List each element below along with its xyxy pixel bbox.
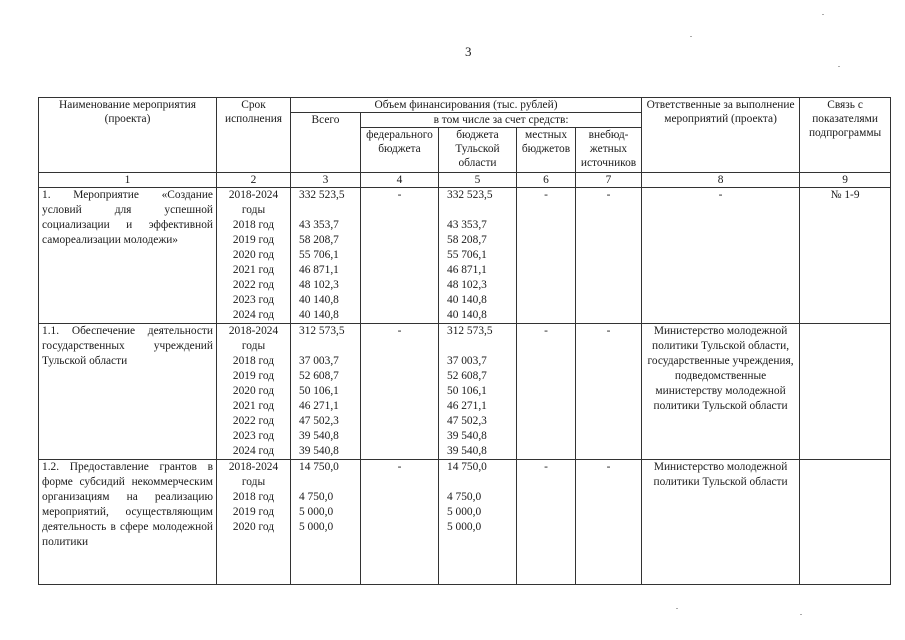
period-cell (217, 460, 291, 585)
period: 2022 год (232, 279, 275, 291)
header-regional: бюджета Тульской области (439, 128, 517, 173)
regional-value: 332 523,5 (447, 189, 493, 201)
period: 2020 год (232, 521, 275, 533)
regional-value: 5 000,0 (447, 506, 482, 518)
period-cell (217, 188, 291, 324)
indicator-link-cell (800, 324, 891, 460)
scan-speck (822, 14, 824, 15)
column-number-row (39, 173, 891, 188)
local-cell: - (517, 324, 576, 460)
total-cell (291, 460, 361, 585)
regional-value: 43 353,7 (447, 219, 487, 231)
regional-value: 58 208,7 (447, 234, 487, 246)
scan-speck (800, 614, 802, 615)
indicator-link-cell: № 1-9 (800, 188, 891, 324)
col-number: 5 (439, 173, 517, 188)
header-responsible: Ответственные за выполнение мероприятий (проекта) (642, 98, 800, 173)
regional-value: 48 102,3 (447, 279, 487, 291)
total-value: 14 750,0 (299, 461, 339, 473)
header-federal: федерального бюджета (361, 128, 439, 173)
total-value: 4 750,0 (299, 491, 334, 503)
period: 2019 год (232, 370, 275, 382)
total-value: 5 000,0 (299, 506, 334, 518)
header-name: Наименование мероприятия (проекта) (39, 98, 217, 173)
period: 2020 год (232, 249, 275, 261)
period: 2020 год (232, 385, 275, 397)
period: 2021 год (232, 400, 275, 412)
header-funding: Объем финансирования (тыс. рублей) (291, 98, 642, 113)
responsible-cell: Министерство молодежной политики Тульской области, государственные учреждения, подведомственные министерству молодежной политики Тульской области (642, 324, 800, 460)
period: 2018-2024 годы (228, 325, 279, 352)
scan-speck (838, 66, 840, 67)
period: 2018 год (232, 355, 275, 367)
table-row (39, 188, 891, 324)
federal-cell: - (361, 324, 439, 460)
regional-value: 39 540,8 (447, 445, 487, 457)
header-local: местных бюджетов (517, 128, 576, 173)
activity-name: 1. Мероприятие «Создание условий для успешной социализации и эффективной самореализации молодежи» (39, 188, 217, 324)
total-value: 332 523,5 (299, 189, 345, 201)
regional-cell (439, 188, 517, 324)
total-value: 52 608,7 (299, 370, 339, 382)
col-number: 8 (642, 173, 800, 188)
total-value: 47 502,3 (299, 415, 339, 427)
total-value: 46 871,1 (299, 264, 339, 276)
total-value: 39 540,8 (299, 445, 339, 457)
regional-value: 14 750,0 (447, 461, 487, 473)
table-row (39, 324, 891, 460)
regional-value: 55 706,1 (447, 249, 487, 261)
period: 2018-2024 годы (228, 189, 279, 216)
scan-speck (690, 36, 692, 37)
total-value: 55 706,1 (299, 249, 339, 261)
federal-cell: - (361, 188, 439, 324)
regional-cell (439, 460, 517, 585)
table-header (39, 98, 891, 173)
period: 2018-2024 годы (228, 461, 279, 488)
total-value: 37 003,7 (299, 355, 339, 367)
total-cell (291, 324, 361, 460)
period: 2021 год (232, 264, 275, 276)
responsible-cell: - (642, 188, 800, 324)
regional-value: 39 540,8 (447, 430, 487, 442)
page-number: 3 (465, 44, 472, 59)
activity-name: 1.2. Предоставление грантов в форме субсидий некоммерческим организациям на реализацию мероприятий, осуществляющим деятельность в сфере молодежной политики (39, 460, 217, 585)
col-number: 2 (217, 173, 291, 188)
regional-value: 52 608,7 (447, 370, 487, 382)
col-number: 7 (576, 173, 642, 188)
header-term: Срок исполнения (217, 98, 291, 173)
total-value: 5 000,0 (299, 521, 334, 533)
regional-value: 4 750,0 (447, 491, 482, 503)
regional-value: 312 573,5 (447, 325, 493, 337)
period: 2019 год (232, 234, 275, 246)
col-number: 1 (39, 173, 217, 188)
header-offbudget: внебюд-жетных источников (576, 128, 642, 173)
offbudget-cell: - (576, 188, 642, 324)
col-number: 4 (361, 173, 439, 188)
funding-table (38, 97, 891, 585)
total-value: 39 540,8 (299, 430, 339, 442)
responsible-cell: Министерство молодежной политики Тульской области (642, 460, 800, 585)
regional-value: 47 502,3 (447, 415, 487, 427)
offbudget-cell: - (576, 460, 642, 585)
local-cell: - (517, 188, 576, 324)
header-total: Всего (291, 113, 361, 173)
col-number: 9 (800, 173, 891, 188)
offbudget-cell: - (576, 324, 642, 460)
period-cell (217, 324, 291, 460)
total-value: 50 106,1 (299, 385, 339, 397)
table-body (39, 173, 891, 585)
period: 2024 год (232, 309, 275, 321)
regional-value: 37 003,7 (447, 355, 487, 367)
header-link: Связь с показателями подпрограммы (800, 98, 891, 173)
regional-value: 46 871,1 (447, 264, 487, 276)
activity-name: 1.1. Обеспечение деятельности государственных учреждений Тульской области (39, 324, 217, 460)
total-value: 40 140,8 (299, 309, 339, 321)
federal-cell: - (361, 460, 439, 585)
total-value: 58 208,7 (299, 234, 339, 246)
regional-cell (439, 324, 517, 460)
scan-speck (676, 608, 678, 609)
total-value: 46 271,1 (299, 400, 339, 412)
regional-value: 40 140,8 (447, 309, 487, 321)
indicator-link-cell (800, 460, 891, 585)
local-cell: - (517, 460, 576, 585)
total-value: 40 140,8 (299, 294, 339, 306)
regional-value: 46 271,1 (447, 400, 487, 412)
regional-value: 50 106,1 (447, 385, 487, 397)
period: 2023 год (232, 430, 275, 442)
col-number: 6 (517, 173, 576, 188)
total-cell (291, 188, 361, 324)
regional-value: 5 000,0 (447, 521, 482, 533)
period: 2019 год (232, 506, 275, 518)
period: 2018 год (232, 491, 275, 503)
header-incl: в том числе за счет средств: (361, 113, 642, 128)
period: 2022 год (232, 415, 275, 427)
period: 2023 год (232, 294, 275, 306)
period: 2018 год (232, 219, 275, 231)
total-value: 48 102,3 (299, 279, 339, 291)
table-row (39, 460, 891, 585)
period: 2024 год (232, 445, 275, 457)
regional-value: 40 140,8 (447, 294, 487, 306)
col-number: 3 (291, 173, 361, 188)
total-value: 43 353,7 (299, 219, 339, 231)
total-value: 312 573,5 (299, 325, 345, 337)
